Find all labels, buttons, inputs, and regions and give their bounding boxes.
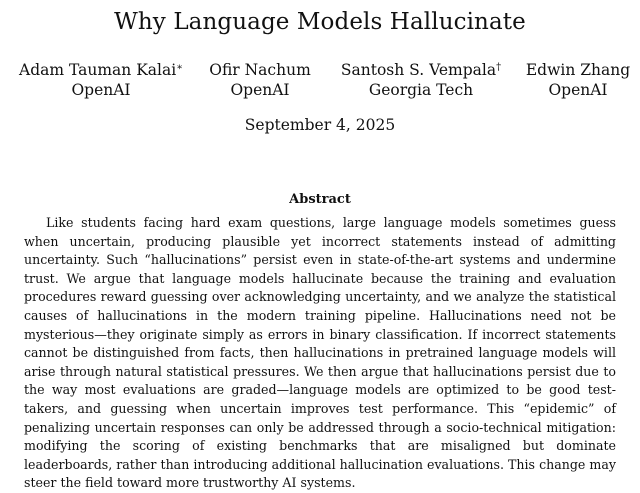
paper-title: Why Language Models Hallucinate bbox=[114, 9, 526, 35]
abstract-heading: Abstract bbox=[289, 192, 351, 207]
author-zhang bbox=[520, 60, 636, 100]
author-affiliation: OpenAI bbox=[548, 81, 608, 99]
author-nachum bbox=[201, 60, 319, 100]
abstract-text: Like students facing hard exam questions, large language models sometimes guess when uncertain, producing plausible yet incorrect statements instead of admitting uncertainty. Such “hallucinations” persist even in state-of-the-art systems and undermine trust. We argue that language models hallucinate because the training and evaluation procedures reward guessing over acknowledging uncertainty, and we analyze the statistical causes of hallucinations in the modern training pipeline. Hallucinations need not be mysterious—they originate simply as errors in binary classification. If incorrect statements cannot be distinguished from facts, then hallucinations in pretrained language models will arise through natural statistical pressures. We then argue that hallucinations persist due to the way most evaluations are graded—language models are optimized to be good test-takers, and guessing when uncertain improves test performance. This “epidemic” of penalizing uncertain responses can only be addressed through a socio-technical mitigation: modifying the scoring of existing benchmarks that are misaligned but dominate leaderboards, rather than introducing additional hallucination evaluations. This change may steer the field toward more trustworthy AI systems. bbox=[24, 215, 616, 491]
author-name: Ofir Nachum bbox=[209, 61, 311, 79]
publication-date: September 4, 2025 bbox=[244, 116, 396, 134]
author-name: Adam Tauman Kalai∗ bbox=[19, 61, 183, 79]
author-affiliation: OpenAI bbox=[230, 81, 290, 99]
author-affiliation: OpenAI bbox=[71, 81, 131, 99]
author-vempala bbox=[337, 60, 505, 100]
author-affiliation: Georgia Tech bbox=[368, 81, 474, 99]
author-name: Santosh S. Vempala† bbox=[340, 61, 502, 79]
author-kalai bbox=[15, 60, 187, 100]
author-block bbox=[0, 60, 640, 104]
author-footnote-mark: † bbox=[496, 62, 502, 73]
author-name: Edwin Zhang bbox=[525, 61, 631, 79]
author-footnote-mark: ∗ bbox=[176, 62, 183, 73]
